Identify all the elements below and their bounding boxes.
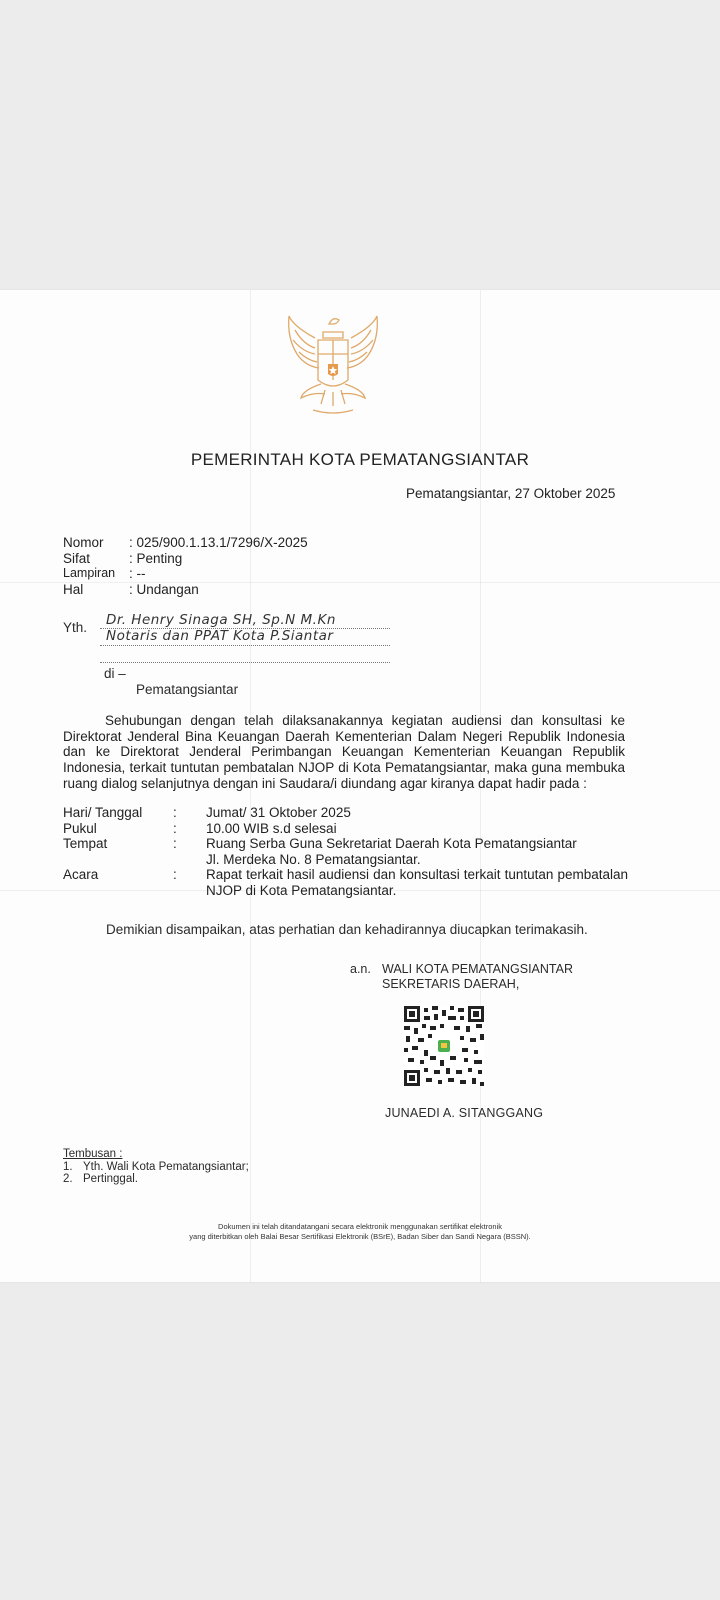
qr-code-icon bbox=[404, 1006, 484, 1086]
detail-row-agenda: Acara : Rapat terkait hasil audiensi dan konsultasi terkait tuntutan pembatalan NJOP di Kota Pematangsiantar. bbox=[63, 867, 628, 898]
detail-row-place: Tempat : Ruang Serba Guna Sekretariat Daerah Kota Pematangsiantar bbox=[63, 836, 577, 852]
meta-sifat: Sifat : Penting bbox=[63, 550, 183, 566]
tembusan-item: 1. Yth. Wali Kota Pematangsiantar; bbox=[63, 1160, 249, 1173]
signatory-name: JUNAEDI A. SITANGGANG bbox=[385, 1106, 544, 1120]
tembusan-item: 2. Pertinggal. bbox=[63, 1173, 138, 1185]
tembusan-heading: Tembusan : bbox=[63, 1148, 123, 1160]
signature-line2: SEKRETARIS DAERAH, bbox=[382, 977, 520, 991]
letter-meta bbox=[63, 535, 308, 597]
signature-an: a.n. bbox=[350, 962, 371, 976]
recipient-dotted-line bbox=[100, 645, 390, 646]
closing-sentence: Demikian disampaikan, atas perhatian dan kehadirannya diucapkan terimakasih. bbox=[106, 922, 588, 937]
event-details bbox=[63, 805, 628, 899]
garuda-emblem-icon bbox=[285, 310, 381, 420]
recipient-dotted-line bbox=[100, 662, 390, 663]
recipient-name-handwritten: Dr. Henry Sinaga SH, Sp.N M.Kn bbox=[106, 612, 336, 628]
detail-row-time: Pukul : 10.00 WIB s.d selesai bbox=[63, 820, 337, 836]
signature-line1: WALI KOTA PEMATANGSIANTAR bbox=[382, 962, 573, 976]
tembusan-section bbox=[63, 1148, 249, 1186]
letterhead-title: PEMERINTAH KOTA PEMATANGSIANTAR bbox=[190, 450, 530, 469]
recipient-prefix: Yth. bbox=[63, 620, 88, 635]
e-signature-disclaimer: Dokumen ini telah ditandatangani secara elektronik menggunakan sertifikat elektronik yang diterbitkan oleh Balai Besar Sertifikasi Elektronik (BSrE), Badan Siber dan Sandi Negara (BSSN). bbox=[189, 1222, 531, 1241]
recipient-place: Pematangsiantar bbox=[136, 682, 239, 697]
letter-date: Pematangsiantar, 27 Oktober 2025 bbox=[406, 486, 616, 501]
meta-hal: Hal : Undangan bbox=[63, 581, 199, 597]
recipient-title-handwritten: Notaris dan PPAT Kota P.Siantar bbox=[106, 628, 334, 644]
meta-lampiran: Lampiran : -- bbox=[63, 566, 146, 581]
detail-row-date: Hari/ Tanggal : Jumat/ 31 Oktober 2025 bbox=[63, 805, 351, 820]
meta-nomor: Nomor : 025/900.1.13.1/7296/X-2025 bbox=[63, 535, 308, 550]
letter-paper bbox=[0, 290, 720, 1282]
detail-row-address: Jl. Merdeka No. 8 Pematangsiantar. bbox=[206, 851, 421, 867]
signature-block bbox=[350, 962, 573, 992]
recipient-di: di – bbox=[104, 666, 126, 681]
body-paragraph: Sehubungan dengan telah dilaksanakannya kegiatan audiensi dan konsultasi ke Direktorat Jenderal Bina Keuangan Daerah Kementerian Dalam Negeri Republik Indonesia dan ke Direktorat Jenderal Perimbangan Keuangan Kementerian Keuangan Republik Indonesia, terkait tuntutan pembatalan NJOP di Kota Pematangsiantar, maka guna membuka ruang dialog selanjutnya dengan ini Saudara/i diundang agar kiranya dapat hadir pada : bbox=[63, 713, 625, 791]
